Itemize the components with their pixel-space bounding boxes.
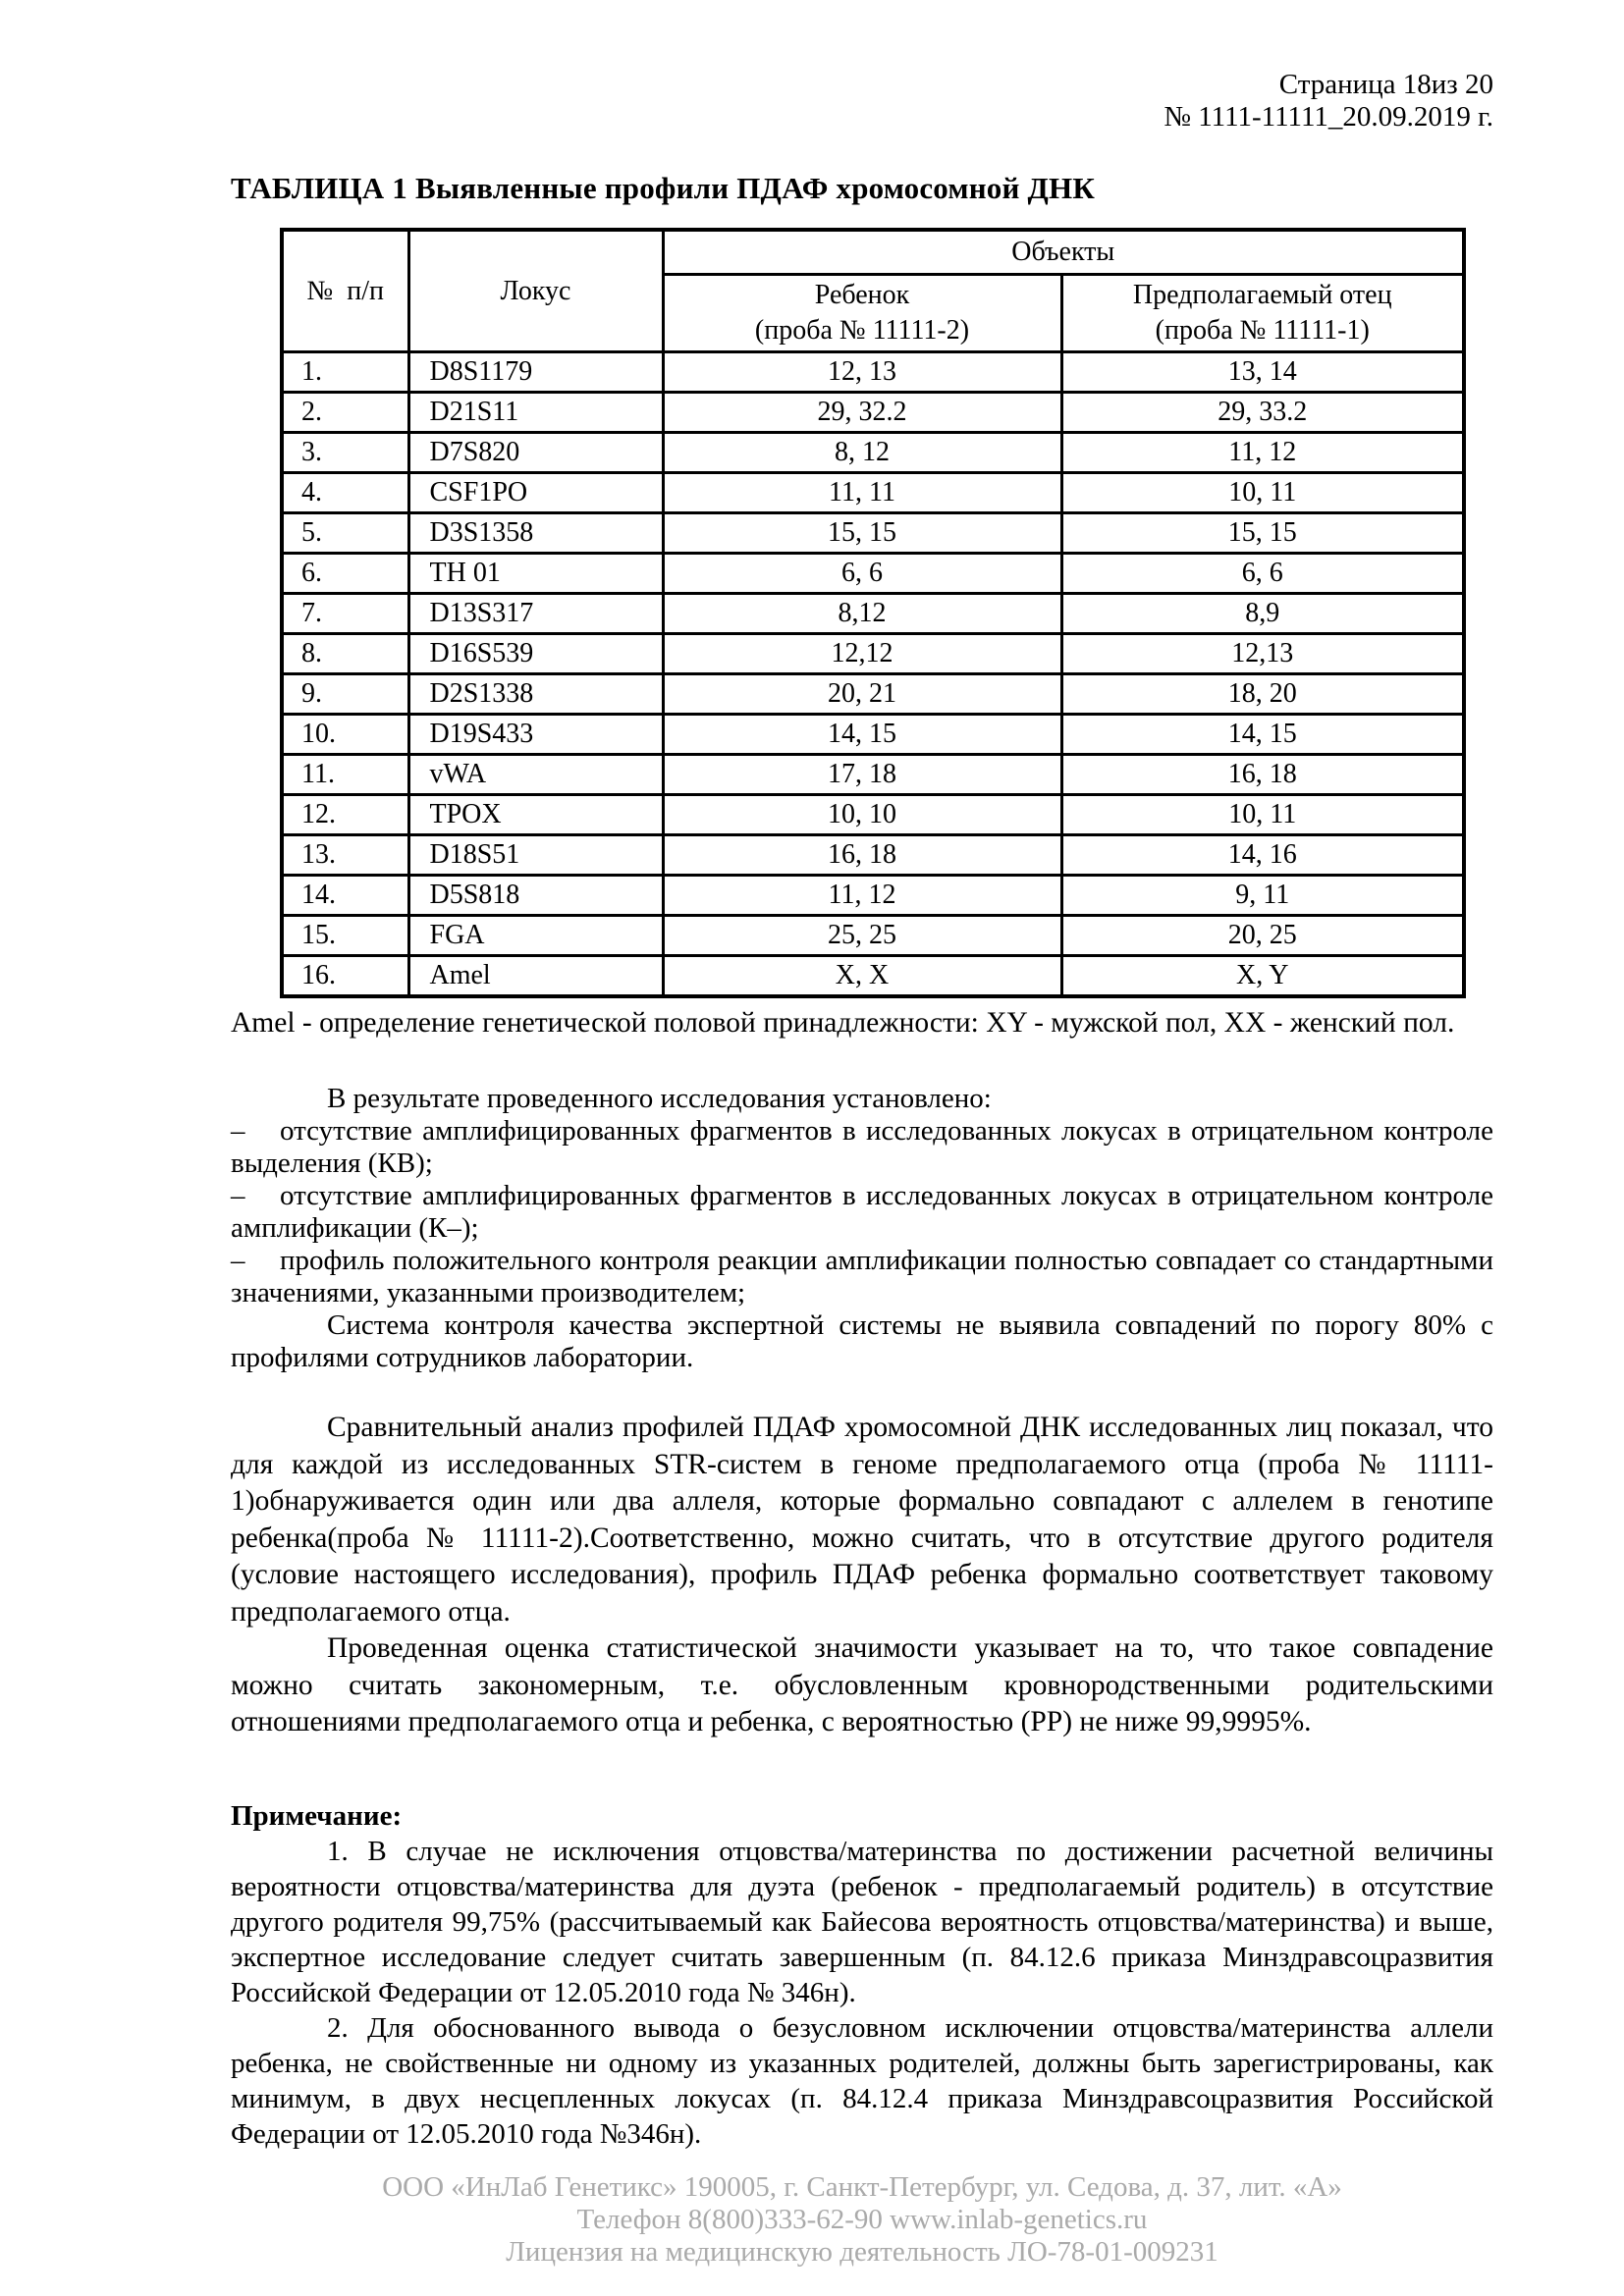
locus-cell: D3S1358 bbox=[408, 513, 663, 554]
table-row bbox=[282, 674, 1464, 715]
footer-phone-line: Телефон 8(800)333-62-90 www.inlab-genetics.ru bbox=[576, 2203, 1148, 2235]
document-number-label: № 1111-11111_20.09.2019 г. bbox=[1164, 101, 1493, 133]
row-number-cell: 6. bbox=[282, 554, 408, 594]
column-header-number: № п/п bbox=[282, 230, 408, 352]
table-row bbox=[282, 594, 1464, 634]
results-list bbox=[231, 1115, 1493, 1309]
father-alleles-cell: 8,9 bbox=[1061, 594, 1464, 634]
locus-cell: D5S818 bbox=[408, 876, 663, 916]
locus-cell: TH 01 bbox=[408, 554, 663, 594]
notes-section bbox=[231, 1798, 1493, 2152]
child-header-line1: Ребенок bbox=[814, 280, 910, 310]
row-number-cell: 12. bbox=[282, 795, 408, 835]
locus-cell: FGA bbox=[408, 916, 663, 956]
table-row bbox=[282, 876, 1464, 916]
column-header-locus: Локус bbox=[408, 230, 663, 352]
table-row bbox=[282, 393, 1464, 433]
footer-license-line: Лицензия на медицинскую деятельность ЛО-78-01-009231 bbox=[506, 2235, 1218, 2268]
table-row bbox=[282, 554, 1464, 594]
father-alleles-cell: 18, 20 bbox=[1061, 674, 1464, 715]
list-dash: – bbox=[231, 1245, 245, 1276]
father-alleles-cell: X, Y bbox=[1061, 956, 1464, 997]
table-row bbox=[282, 433, 1464, 473]
list-dash: – bbox=[231, 1115, 245, 1147]
father-alleles-cell: 11, 12 bbox=[1061, 433, 1464, 473]
child-alleles-cell: 25, 25 bbox=[663, 916, 1061, 956]
row-number-cell: 16. bbox=[282, 956, 408, 997]
locus-cell: Amel bbox=[408, 956, 663, 997]
notes-list bbox=[231, 1834, 1493, 2152]
locus-cell: D7S820 bbox=[408, 433, 663, 473]
locus-profile-table bbox=[280, 228, 1466, 998]
analysis-paragraph-2: Проведенная оценка статистической значимости указывает на то, что такое совпадение можно считать закономерным, т.е. обусловленным кровнородственными родительскими отношениями предполагаемого отца и ребенка, с вероятностью (РР) не ниже 99,9995%. bbox=[231, 1632, 1493, 1737]
locus-cell: D16S539 bbox=[408, 634, 663, 674]
table-title: ТАБЛИЦА 1 Выявленные профили ПДАФ хромосомной ДНК bbox=[231, 171, 1096, 205]
table-row bbox=[282, 916, 1464, 956]
table-row bbox=[282, 513, 1464, 554]
row-number-cell: 8. bbox=[282, 634, 408, 674]
child-alleles-cell: 8,12 bbox=[663, 594, 1061, 634]
row-number-cell: 15. bbox=[282, 916, 408, 956]
father-alleles-cell: 14, 16 bbox=[1061, 835, 1464, 876]
row-number-cell: 7. bbox=[282, 594, 408, 634]
locus-cell: D13S317 bbox=[408, 594, 663, 634]
results-section bbox=[231, 1083, 1493, 1374]
child-alleles-cell: 20, 21 bbox=[663, 674, 1061, 715]
child-alleles-cell: 10, 10 bbox=[663, 795, 1061, 835]
locus-cell: D2S1338 bbox=[408, 674, 663, 715]
table-row bbox=[282, 352, 1464, 393]
notes-heading: Примечание: bbox=[231, 1799, 403, 1832]
result-list-item bbox=[231, 1245, 1493, 1309]
row-number-cell: 1. bbox=[282, 352, 408, 393]
list-dash: – bbox=[231, 1180, 245, 1211]
note-item: 2. Для обоснованного вывода о безусловном исключении отцовства/материнства аллели ребенка, не свойственные ни одному из указанных родителей, должны быть зарегистрированы, как минимум, в двух несцепленных локусах (п. 84.12.4 приказа Минздравсоцразвития Российской Федерации от 12.05.2010 года №346н). bbox=[231, 2011, 1493, 2150]
father-header-line2: (проба № 11111-1) bbox=[1155, 315, 1370, 346]
father-alleles-cell: 20, 25 bbox=[1061, 916, 1464, 956]
footer-company-line: ООО «ИнЛаб Генетикс» 190005, г. Санкт-Петербург, ул. Седова, д. 37, лит. «А» bbox=[382, 2170, 1342, 2203]
row-number-cell: 5. bbox=[282, 513, 408, 554]
child-alleles-cell: 16, 18 bbox=[663, 835, 1061, 876]
locus-cell: vWA bbox=[408, 755, 663, 795]
father-alleles-cell: 15, 15 bbox=[1061, 513, 1464, 554]
result-list-item bbox=[231, 1180, 1493, 1245]
child-alleles-cell: 29, 32.2 bbox=[663, 393, 1061, 433]
child-alleles-cell: 14, 15 bbox=[663, 715, 1061, 755]
list-item-text: профиль положительного контроля реакции амплификации полностью совпадает со стандартными значениями, указанными производителем; bbox=[231, 1245, 1493, 1308]
father-alleles-cell: 10, 11 bbox=[1061, 473, 1464, 513]
results-intro: В результате проведенного исследования установлено: bbox=[327, 1083, 992, 1114]
row-number-cell: 4. bbox=[282, 473, 408, 513]
table-row bbox=[282, 956, 1464, 997]
child-header-line2: (проба № 11111-2) bbox=[754, 315, 970, 346]
father-alleles-cell: 29, 33.2 bbox=[1061, 393, 1464, 433]
father-alleles-cell: 14, 15 bbox=[1061, 715, 1464, 755]
row-number-cell: 2. bbox=[282, 393, 408, 433]
child-alleles-cell: 6, 6 bbox=[663, 554, 1061, 594]
note-item: 1. В случае не исключения отцовства/материнства по достижении расчетной величины вероятности отцовства/материнства для дуэта (ребенок - предполагаемый родитель) в отсутствие другого родителя 99,75% (рассчитываемый как Байесова вероятность отцовства/материнства) и выше, экспертное исследование следует считать завершенным (п. 84.12.6 приказа Минздравсоцразвития Российской Федерации от 12.05.2010 года № 346н). bbox=[231, 1835, 1493, 2008]
table-row bbox=[282, 715, 1464, 755]
child-alleles-cell: X, X bbox=[663, 956, 1061, 997]
child-alleles-cell: 11, 11 bbox=[663, 473, 1061, 513]
results-qc-paragraph: Система контроля качества экспертной системы не выявила совпадений по порогу 80% с профилями сотрудников лаборатории. bbox=[231, 1309, 1493, 1373]
father-alleles-cell: 13, 14 bbox=[1061, 352, 1464, 393]
column-header-father bbox=[1061, 275, 1464, 352]
locus-cell: CSF1PO bbox=[408, 473, 663, 513]
child-alleles-cell: 12, 13 bbox=[663, 352, 1061, 393]
table-row bbox=[282, 755, 1464, 795]
child-alleles-cell: 17, 18 bbox=[663, 755, 1061, 795]
analysis-section bbox=[231, 1410, 1493, 1741]
row-number-cell: 13. bbox=[282, 835, 408, 876]
row-number-cell: 3. bbox=[282, 433, 408, 473]
locus-table-body bbox=[282, 352, 1464, 997]
page-header bbox=[231, 69, 1493, 133]
list-item-text: отсутствие амплифицированных фрагментов в исследованных локусах в отрицательном контроле амплификации (К–); bbox=[231, 1180, 1493, 1244]
table-row bbox=[282, 634, 1464, 674]
locus-cell: TPOX bbox=[408, 795, 663, 835]
row-number-cell: 10. bbox=[282, 715, 408, 755]
page-footer bbox=[231, 2171, 1493, 2269]
row-number-cell: 11. bbox=[282, 755, 408, 795]
column-header-child bbox=[663, 275, 1061, 352]
table-row bbox=[282, 473, 1464, 513]
analysis-paragraph-1: Сравнительный анализ профилей ПДАФ хромосомной ДНК исследованных лиц показал, что для каждой из исследованных STR-систем в геноме предполагаемого отца (проба № 11111-1)обнаруживается один или два аллеля, которые формально совпадают с аллелем в генотипе ребенка(проба № 11111-2).Соответственно, можно считать, что в отсутствие другого родителя (условие настоящего исследования), профиль ПДАФ ребенка формально соответствует таковому предполагаемого отца. bbox=[231, 1412, 1493, 1628]
child-alleles-cell: 11, 12 bbox=[663, 876, 1061, 916]
page-number-label: Страница 18из 20 bbox=[1278, 69, 1493, 100]
father-alleles-cell: 12,13 bbox=[1061, 634, 1464, 674]
locus-cell: D21S11 bbox=[408, 393, 663, 433]
table-row bbox=[282, 795, 1464, 835]
father-header-line1: Предполагаемый отец bbox=[1132, 280, 1392, 310]
child-alleles-cell: 8, 12 bbox=[663, 433, 1061, 473]
column-header-objects: Объекты bbox=[663, 230, 1464, 275]
table-header bbox=[282, 230, 1464, 352]
result-list-item bbox=[231, 1115, 1493, 1180]
locus-cell: D18S51 bbox=[408, 835, 663, 876]
child-alleles-cell: 15, 15 bbox=[663, 513, 1061, 554]
father-alleles-cell: 6, 6 bbox=[1061, 554, 1464, 594]
father-alleles-cell: 9, 11 bbox=[1061, 876, 1464, 916]
table-row bbox=[282, 835, 1464, 876]
row-number-cell: 9. bbox=[282, 674, 408, 715]
locus-cell: D19S433 bbox=[408, 715, 663, 755]
amel-footnote: Amel - определение генетической половой принадлежности: XY - мужской пол, XX - женский пол. bbox=[231, 1007, 1455, 1039]
father-alleles-cell: 10, 11 bbox=[1061, 795, 1464, 835]
list-item-text: отсутствие амплифицированных фрагментов в исследованных локусах в отрицательном контроле выделения (КВ); bbox=[231, 1115, 1493, 1179]
locus-cell: D8S1179 bbox=[408, 352, 663, 393]
row-number-cell: 14. bbox=[282, 876, 408, 916]
father-alleles-cell: 16, 18 bbox=[1061, 755, 1464, 795]
child-alleles-cell: 12,12 bbox=[663, 634, 1061, 674]
